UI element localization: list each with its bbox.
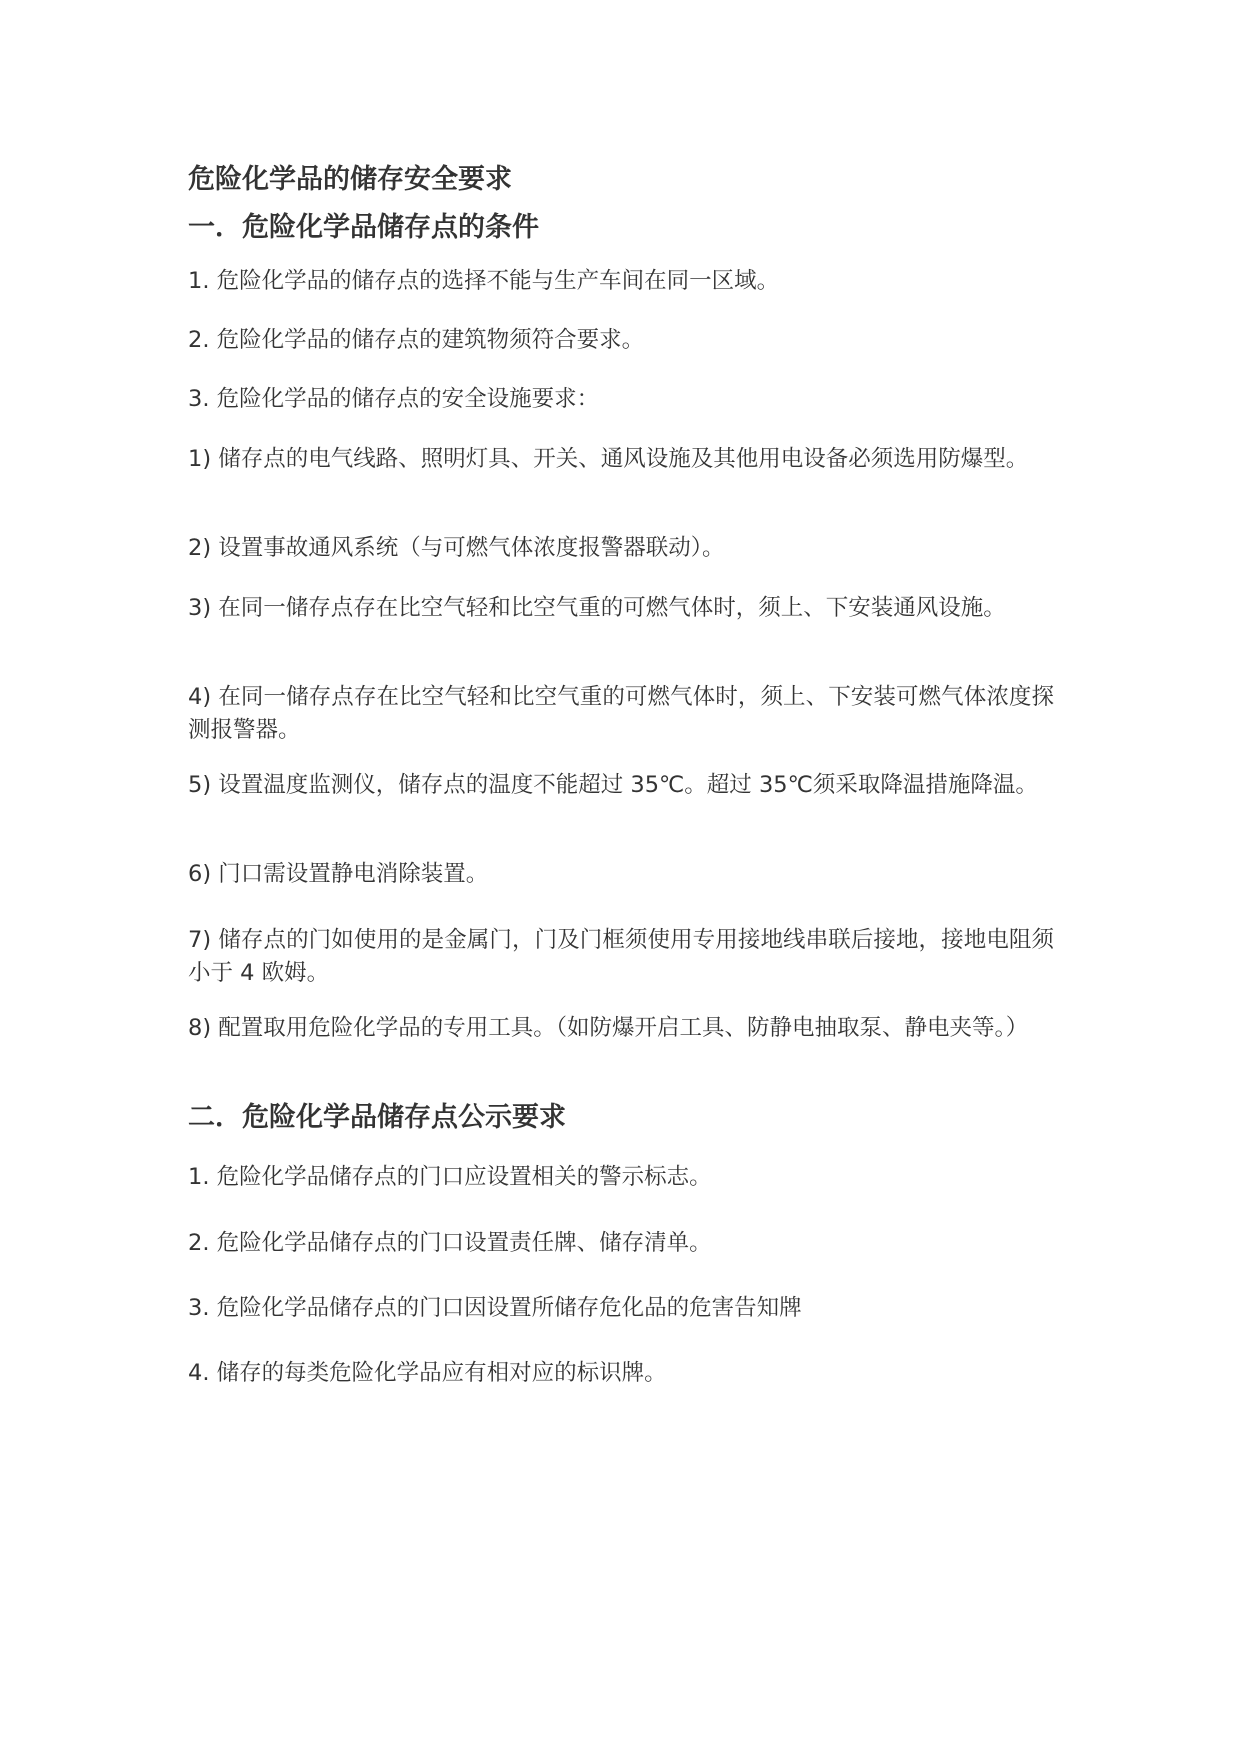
section-1-item-2: 2. 危险化学品的储存点的建筑物须符合要求。 <box>188 327 645 353</box>
section-1-subitem-6: 6) 门口需设置静电消除装置。 <box>188 861 489 887</box>
section-1-subitem-8: 8) 配置取用危险化学品的专用工具。（如防爆开启工具、防静电抽取泵、静电夹等。） <box>188 1015 1029 1041</box>
section-1-subitem-3: 3) 在同一储存点存在比空气轻和比空气重的可燃气体时，须上、下安装通风设施。 <box>188 595 1006 621</box>
document-page <box>188 0 1054 1754</box>
section-1-subitem-1: 1) 储存点的电气线路、照明灯具、开关、通风设施及其他用电设备必须选用防爆型。 <box>188 446 1029 472</box>
section-1-heading: 一．危险化学品储存点的条件 <box>188 212 539 243</box>
section-2-item-4: 4. 储存的每类危险化学品应有相对应的标识牌。 <box>188 1360 667 1386</box>
section-1-subitem-2: 2) 设置事故通风系统（与可燃气体浓度报警器联动）。 <box>188 535 725 561</box>
section-2-heading: 二．危险化学品储存点公示要求 <box>188 1102 566 1133</box>
document-title: 危险化学品的储存安全要求 <box>188 164 512 195</box>
section-2-item-1: 1. 危险化学品储存点的门口应设置相关的警示标志。 <box>188 1164 712 1190</box>
section-1-subitem-4: 4) 在同一储存点存在比空气轻和比空气重的可燃气体时，须上、下安装可燃气体浓度探测报警器。 <box>188 684 1054 743</box>
section-2-item-3: 3. 危险化学品储存点的门口因设置所储存危化品的危害告知牌 <box>188 1295 802 1321</box>
section-1-subitem-7: 7) 储存点的门如使用的是金属门，门及门框须使用专用接地线串联后接地，接地电阻须小于 4 欧姆。 <box>188 927 1054 986</box>
section-2-item-2: 2. 危险化学品储存点的门口设置责任牌、储存清单。 <box>188 1230 712 1256</box>
section-1-item-3: 3. 危险化学品的储存点的安全设施要求： <box>188 386 600 412</box>
section-1-item-1: 1. 危险化学品的储存点的选择不能与生产车间在同一区域。 <box>188 268 780 294</box>
section-1-subitem-5: 5) 设置温度监测仪，储存点的温度不能超过 35℃。超过 35℃须采取降温措施降温。 <box>188 772 1038 798</box>
